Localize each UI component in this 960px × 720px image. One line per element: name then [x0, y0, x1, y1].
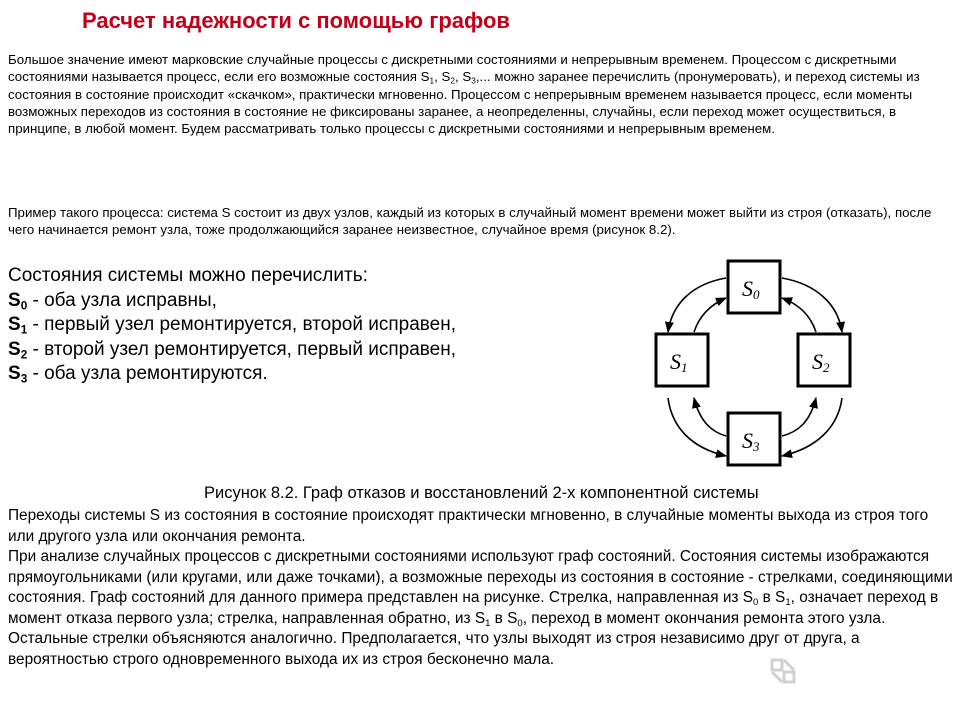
example-paragraph: Пример такого процесса: система S состоит из двух узлов, каждый из которых в случайный момент времени может выйти из строя (отказать), после чего начинается ремонт узла, тоже продолжающийся заранее неизвестное, случайное время (рисунок 8.2). [8, 205, 932, 238]
body-paragraph-1: Переходы системы S из состояния в состояние происходят практически мгновенно, в случайные моменты выхода из строя того или другого узла или окончания ремонта. [8, 507, 929, 545]
node-s3-label: S3 [742, 428, 760, 454]
arrow-s3-s2 [782, 398, 816, 436]
arrow-s1-s0 [694, 298, 726, 332]
node-s2-label: S2 [812, 349, 830, 375]
states-list [8, 264, 648, 387]
arrow-s3-s1 [694, 398, 726, 436]
intro-paragraph: Большое значение имеют марковские случайные процессы с дискретными состояниями и непрерывным временем. Процессом с дискретными состояниями называется процесс, если его возможные состояния $S_1$, $S_2$, $S_3$,... можно заранее перечислить (пронумеровать), и переход системы из состояния в состояние происходит «скачком», практически мгновенно. Процессом с непрерывным временем называется процесс, если моменты возможных переходов из состояния в состояние не фиксированы заранее, а неопределенны, случайны, если переход может осуществиться, в принципе, в любой момент. Будем рассматривать только процессы с дискретными состояниями и непрерывным временем. [8, 52, 920, 137]
node-s0-label: S0 [742, 276, 760, 302]
arrow-s2-s0 [782, 298, 816, 332]
states-heading: Состояния системы можно перечислить: [8, 265, 368, 286]
watermark-icon [768, 656, 798, 686]
state-item-s3: $S_3$ - оба узла ремонтируются. [8, 363, 268, 386]
body-paragraph-2: При анализе случайных процессов с дискретными состояниями используют граф состояний. Состояния системы изображаются прямоугольниками (или кругами, или даже точками), а возможные переходы из состояния в состояние - стрелками, соединяющими состояния. Граф состояний для данного примера представлен на рисунке. Стрелка, направленная из $S_0$ в $S_1$, означает переход в момент отказа первого узла; стрелка, направленная обратно, из $S_1$ в $S_0$, переход в момент окончания ремонта этого узла. Остальные стрелки объясняются аналогично. Предполагается, что узлы выходят из строя независимо друг от друга, а вероятностью строго одновременного выхода их из строя бесконечно мала. [8, 548, 953, 668]
body-text [8, 506, 953, 670]
node-s1-label: S1 [670, 349, 688, 375]
state-item-s2: $S_2$ - второй узел ремонтируется, первый исправен, [8, 338, 456, 362]
page-title: Расчет надежности с помощью графов [82, 8, 510, 33]
state-item-s1: $S_1$ - первый узел ремонтируется, второй исправен, [8, 314, 456, 337]
figure-caption: Рисунок 8.2. Граф отказов и восстановлений 2-х компонентной системы [204, 484, 759, 502]
arrow-s2-s3 [782, 398, 842, 456]
state-graph [648, 252, 868, 484]
state-item-s0: $S_0$ - оба узла исправны, [8, 289, 217, 313]
